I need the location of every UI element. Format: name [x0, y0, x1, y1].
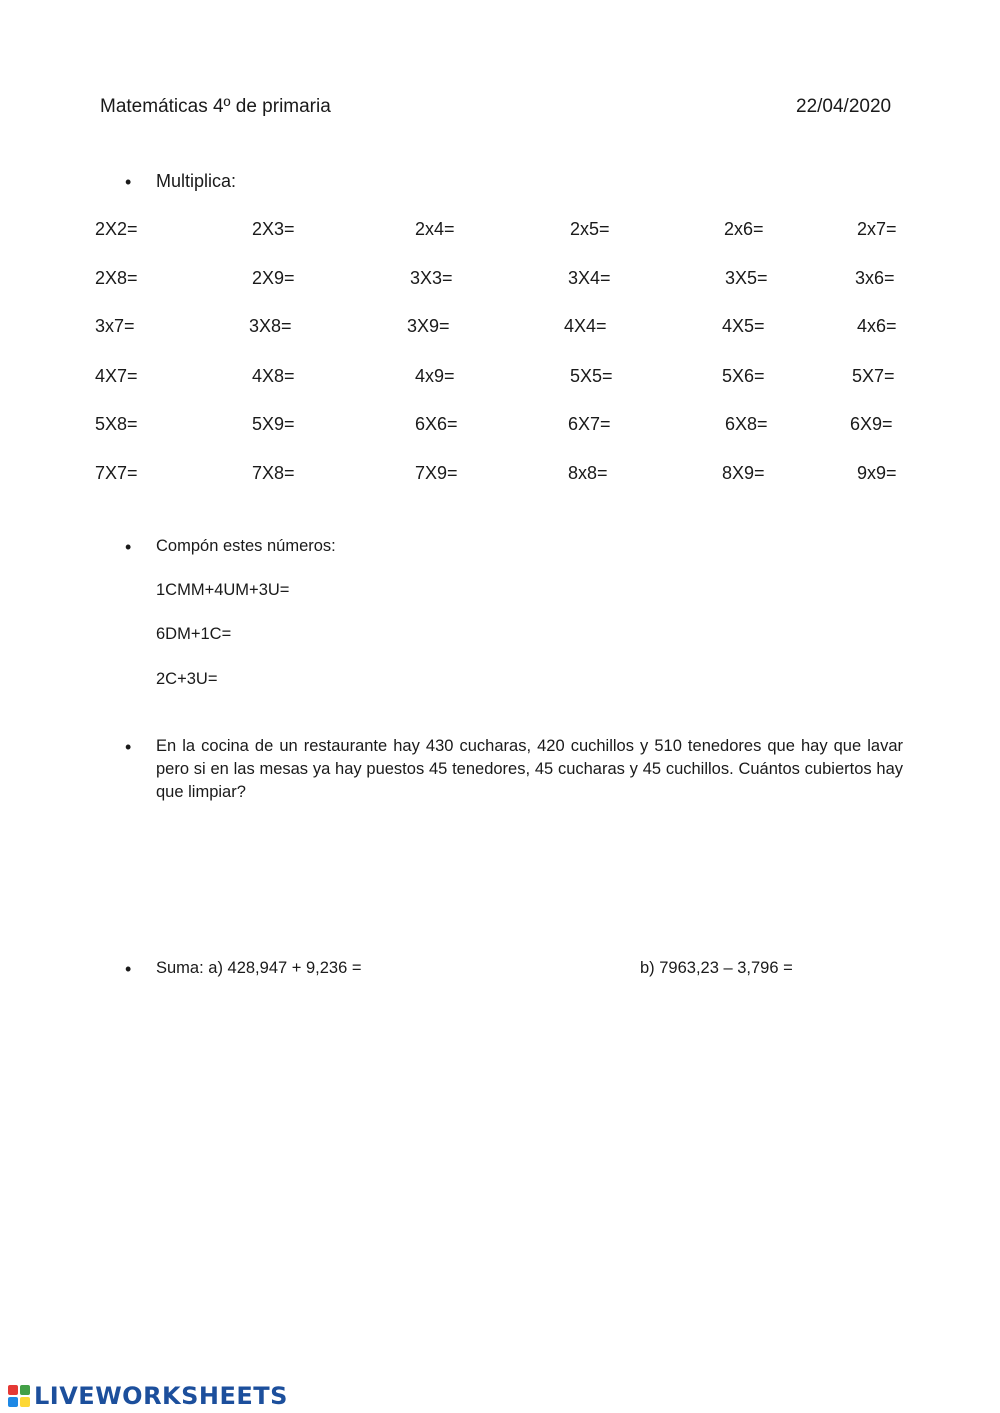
- multiplication-item: 2X8=: [95, 268, 138, 288]
- logo-block: [8, 1397, 18, 1407]
- multiplication-item: 3X3=: [410, 268, 453, 288]
- multiplication-item: 5X7=: [852, 366, 895, 386]
- multiplication-item: 3x6=: [855, 268, 895, 288]
- multiplication-item: 3X8=: [249, 316, 292, 336]
- logo-block: [8, 1385, 18, 1395]
- multiplication-item: 5X8=: [95, 414, 138, 434]
- multiplication-item: 6X9=: [850, 414, 893, 434]
- multiplication-item: 4X8=: [252, 366, 295, 386]
- multiplication-item: 3X4=: [568, 268, 611, 288]
- multiplication-item: 6X7=: [568, 414, 611, 434]
- logo-block: [20, 1397, 30, 1407]
- multiplication-item: 6X8=: [725, 414, 768, 434]
- multiplication-item: 7X7=: [95, 463, 138, 483]
- multiplication-item: 4X7=: [95, 366, 138, 386]
- multiplication-item: 4X5=: [722, 316, 765, 336]
- bullet: •: [125, 537, 132, 557]
- multiplication-item: 3X9=: [407, 316, 450, 336]
- multiplication-item: 7X9=: [415, 463, 458, 483]
- word-problem: En la cocina de un restaurante hay 430 cucharas, 420 cuchillos y 510 tenedores que hay que lavar pero si en las mesas ya hay puestos 45 tenedores, 45 cucharas y 45 cuchillos. Cuántos cubiertos hay que limpiar?: [156, 737, 903, 801]
- multiplication-item: 3X5=: [725, 268, 768, 288]
- logo-blocks-icon: [8, 1385, 30, 1407]
- bullet: •: [125, 172, 132, 192]
- multiplication-item: 6X6=: [415, 414, 458, 434]
- worksheet-date: 22/04/2020: [796, 96, 892, 117]
- multiply-heading: Multiplica:: [156, 171, 237, 191]
- worksheet-title: Matemáticas 4º de primaria: [100, 96, 331, 117]
- multiplication-item: 8x8=: [568, 463, 608, 483]
- multiplication-item: 5X6=: [722, 366, 765, 386]
- compose-heading: Compón estes números:: [156, 537, 336, 555]
- sum-part-b: b) 7963,23 – 3,796 =: [640, 959, 793, 977]
- multiplication-item: 4x9=: [415, 366, 455, 386]
- multiplication-item: 3x7=: [95, 316, 135, 336]
- compose-item: 6DM+1C=: [156, 625, 232, 643]
- liveworksheets-logo: [8, 1380, 288, 1412]
- compose-item: 1CMM+4UM+3U=: [156, 581, 290, 599]
- multiplication-item: 2X3=: [252, 219, 295, 239]
- compose-item: 2C+3U=: [156, 670, 218, 688]
- multiplication-item: 7X8=: [252, 463, 295, 483]
- multiplication-item: 4X4=: [564, 316, 607, 336]
- multiplication-item: 8X9=: [722, 463, 765, 483]
- sum-part-a: Suma: a) 428,947 + 9,236 =: [156, 959, 362, 977]
- bullet: •: [125, 737, 132, 757]
- multiplication-item: 2x7=: [857, 219, 897, 239]
- multiplication-item: 2x4=: [415, 219, 455, 239]
- multiplication-item: 2X2=: [95, 219, 138, 239]
- multiplication-item: 2X9=: [252, 268, 295, 288]
- multiplication-item: 2x6=: [724, 219, 764, 239]
- multiplication-item: 5X9=: [252, 414, 295, 434]
- bullet: •: [125, 959, 132, 979]
- multiplication-item: 5X5=: [570, 366, 613, 386]
- logo-block: [20, 1385, 30, 1395]
- multiplication-item: 4x6=: [857, 316, 897, 336]
- logo-text: LIVEWORKSHEETS: [34, 1382, 288, 1410]
- multiplication-item: 2x5=: [570, 219, 610, 239]
- multiplication-item: 9x9=: [857, 463, 897, 483]
